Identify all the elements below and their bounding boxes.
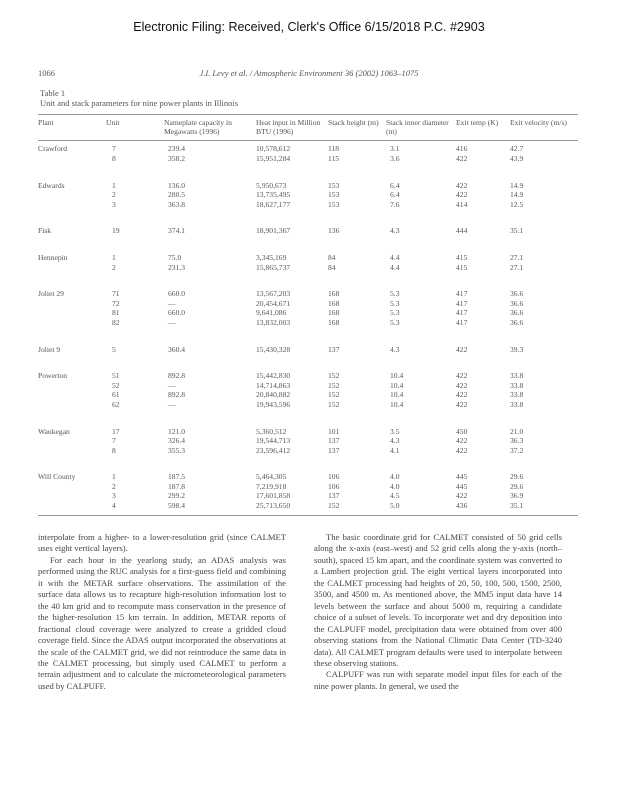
group-spacer: [38, 328, 578, 345]
stack-diameter-cell: 3.1: [390, 144, 400, 154]
capacity-cell: 187.8: [168, 481, 186, 491]
group-spacer: [38, 236, 578, 253]
exit-temp-cell: 414: [456, 199, 468, 209]
stack-diameter-cell: 10.4: [390, 371, 404, 381]
capacity-cell: 892.8: [168, 390, 186, 400]
exit-velocity-cell: 33.8: [510, 390, 524, 400]
paragraph: interpolate from a higher- to a lower-resolution grid (since CALMET uses eight vertical layers).: [38, 532, 286, 554]
stack-height-cell: 168: [328, 317, 340, 327]
capacity-cell: 187.5: [168, 472, 186, 482]
stack-diameter-cell: 7.6: [390, 199, 400, 209]
plant-name-cell: [38, 381, 106, 391]
plant-name-cell: Fisk: [38, 226, 52, 236]
exit-velocity-cell: 14.9: [510, 180, 524, 190]
table-row: [38, 226, 578, 236]
capacity-cell: —: [168, 399, 176, 409]
plant-name-cell: [38, 308, 106, 318]
plant-name-cell: Joliet 9: [38, 344, 61, 354]
table-row: [38, 446, 578, 456]
stack-height-cell: 115: [328, 154, 340, 163]
stack-diameter-cell: 10.4: [390, 399, 404, 409]
exit-velocity-cell: 36.6: [510, 289, 524, 299]
group-spacer: [38, 354, 578, 371]
capacity-cell: 326.4: [168, 436, 186, 446]
spacer-cell: [38, 236, 578, 253]
stack-diameter-cell: 5.3: [390, 308, 400, 318]
capacity-cell: 374.1: [168, 226, 186, 236]
exit-temp-cell: 422: [456, 380, 468, 390]
plant-name-cell: Hennepin: [38, 252, 68, 262]
table-header-row: [38, 115, 578, 141]
plant-name-cell: [38, 263, 106, 273]
plant-name-cell: [38, 400, 106, 410]
plant-name-cell: [38, 318, 106, 328]
unit-cell: 1: [112, 180, 116, 190]
exit-temp-cell: 422: [456, 371, 468, 381]
stack-diameter-cell: 4.3: [390, 436, 400, 446]
capacity-cell: 280.5: [168, 190, 186, 200]
paragraph: The basic coordinate grid for CALMET consisted of 50 grid cells along the x-axis (east–west) and 52 grid cells along the y-axis (north–south), spaced 15 km apart, and the coordinate system was converted to a Lambert projection grid. The eight vertical layers incorporated into the CALMET processing had heights of 20, 50, 100, 500, 1500, 2500, 3500, and 4500 m. As mentioned above, the MM5 input data have 14 levels between the surface and about 5000 m, requiring a candidate choice of a subset of levels. To incorporate wet and dry deposition into the CALPUFF model, precipitation data were obtained from over 400 observing stations from the National Climatic Data Center (TD-3240 data). All CALMET program defaults were used to interpolate between these observing stations.: [314, 532, 562, 668]
table-row: [38, 371, 578, 381]
table-row: [38, 299, 578, 309]
heat-input-cell: 10,578,612: [256, 144, 291, 154]
exit-temp-cell: 422: [456, 445, 468, 455]
unit-cell: 61: [112, 390, 120, 400]
exit-temp-cell: 415: [456, 262, 468, 272]
capacity-cell: 299.2: [168, 491, 186, 501]
table-row: [38, 400, 578, 410]
heat-input-cell: 17,601,858: [256, 491, 291, 501]
unit-cell: 82: [112, 317, 120, 327]
capacity-cell: —: [168, 298, 176, 308]
spacer-cell: [38, 272, 578, 289]
col-header-exit-velocity: Exit velocity (m/s): [510, 118, 567, 127]
group-spacer: [38, 209, 578, 226]
stack-diameter-cell: 4.0: [390, 481, 400, 491]
exit-temp-cell: 436: [456, 501, 468, 511]
unit-cell: 8: [112, 445, 116, 455]
plant-name-cell: Joliet 29: [38, 289, 64, 299]
capacity-cell: 75.0: [168, 252, 182, 262]
group-spacer: [38, 455, 578, 472]
exit-velocity-cell: 21.0: [510, 426, 524, 436]
exit-velocity-cell: 29.6: [510, 472, 524, 482]
stack-height-cell: 137: [328, 436, 340, 446]
heat-input-cell: 25,713,650: [256, 501, 291, 511]
stack-diameter-cell: 4.3: [390, 344, 400, 354]
stack-height-cell: 101: [328, 426, 340, 436]
table-row: [38, 491, 578, 501]
stack-diameter-cell: 5.3: [390, 317, 400, 327]
heat-input-cell: 9,641,086: [256, 308, 287, 318]
body-column-left: [38, 532, 286, 692]
exit-velocity-cell: 36.3: [510, 436, 524, 446]
heat-input-cell: 5,360,512: [256, 426, 287, 436]
unit-cell: 1: [112, 472, 116, 482]
stack-diameter-cell: 4.4: [390, 252, 400, 262]
table-row: [38, 501, 578, 515]
plant-name-cell: [38, 501, 106, 515]
capacity-cell: 360.4: [168, 344, 186, 354]
exit-temp-cell: 422: [456, 491, 468, 501]
stack-height-cell: 137: [328, 491, 340, 501]
stack-diameter-cell: 5.3: [390, 289, 400, 299]
stack-diameter-cell: 6.4: [390, 180, 400, 190]
plant-name-cell: Will County: [38, 472, 76, 482]
exit-velocity-cell: 33.8: [510, 399, 524, 409]
exit-velocity-cell: 29.6: [510, 481, 524, 491]
table-row: [38, 318, 578, 328]
heat-input-cell: 5,950,673: [256, 180, 287, 190]
table-row: [38, 390, 578, 400]
stack-diameter-cell: 6.4: [390, 190, 400, 200]
stack-height-cell: 84: [328, 252, 336, 262]
stack-diameter-cell: 4.0: [390, 472, 400, 482]
stack-height-cell: 152: [328, 380, 340, 390]
heat-input-cell: 15,951,284: [256, 154, 291, 163]
capacity-cell: 598.4: [168, 501, 186, 511]
col-header-stack-height: Stack height (m): [328, 118, 379, 127]
plant-name-cell: [38, 446, 106, 456]
spacer-cell: [38, 328, 578, 345]
capacity-cell: 355.3: [168, 445, 186, 455]
table-row: [38, 154, 578, 164]
spacer-cell: [38, 354, 578, 371]
stack-height-cell: 168: [328, 308, 340, 318]
unit-cell: 8: [112, 154, 116, 163]
unit-cell: 17: [112, 426, 120, 436]
journal-citation: J.I. Levy et al. / Atmospheric Environment 36 (2002) 1063–1075: [199, 68, 419, 78]
stack-height-cell: 152: [328, 399, 340, 409]
exit-velocity-cell: 36.6: [510, 298, 524, 308]
stack-height-cell: 137: [328, 445, 340, 455]
unit-cell: 1: [112, 252, 116, 262]
table-title: Unit and stack parameters for nine power plants in Illinois: [40, 97, 239, 108]
table-row: [38, 181, 578, 191]
table-row: [38, 141, 578, 154]
table-row: [38, 472, 578, 482]
stack-height-cell: 106: [328, 481, 340, 491]
exit-temp-cell: 417: [456, 317, 468, 327]
capacity-cell: —: [168, 380, 176, 390]
table-row: [38, 289, 578, 299]
stack-height-cell: 137: [328, 344, 340, 354]
stack-height-cell: 152: [328, 390, 340, 400]
capacity-cell: 363.8: [168, 199, 186, 209]
exit-velocity-cell: 14.9: [510, 190, 524, 200]
stack-diameter-cell: 4.4: [390, 262, 400, 272]
unit-cell: 7: [112, 436, 116, 446]
stack-height-cell: 152: [328, 371, 340, 381]
heat-input-cell: 18,901,367: [256, 226, 291, 236]
exit-velocity-cell: 43.9: [510, 154, 524, 163]
table-row: [38, 263, 578, 273]
unit-cell: 2: [112, 262, 116, 272]
capacity-cell: 660.0: [168, 289, 186, 299]
plant-name-cell: [38, 436, 106, 446]
spacer-cell: [38, 455, 578, 472]
table-row: [38, 253, 578, 263]
plant-name-cell: [38, 200, 106, 210]
exit-velocity-cell: 35.1: [510, 226, 524, 236]
exit-velocity-cell: 35.1: [510, 501, 524, 511]
exit-velocity-cell: 42.7: [510, 144, 524, 154]
table-row: [38, 345, 578, 355]
group-spacer: [38, 164, 578, 181]
table-row: [38, 381, 578, 391]
plant-name-cell: Powerton: [38, 371, 68, 381]
unit-cell: 4: [112, 501, 116, 511]
unit-cell: 51: [112, 371, 120, 381]
table-row: [38, 190, 578, 200]
table-body: [38, 141, 578, 515]
heat-input-cell: 23,596,412: [256, 445, 291, 455]
heat-input-cell: 20,454,671: [256, 298, 291, 308]
exit-temp-cell: 417: [456, 289, 468, 299]
heat-input-cell: 15,430,328: [256, 344, 291, 354]
stack-height-cell: 84: [328, 262, 336, 272]
unit-cell: 81: [112, 308, 120, 318]
plant-name-cell: Waukegan: [38, 426, 70, 436]
stack-diameter-cell: 3.5: [390, 426, 400, 436]
unit-cell: 3: [112, 199, 116, 209]
table-label: Table 1: [40, 88, 66, 98]
stack-height-cell: 136: [328, 226, 340, 236]
exit-velocity-cell: 27.1: [510, 252, 524, 262]
table-row: [38, 427, 578, 437]
capacity-cell: 660.0: [168, 308, 186, 318]
paragraph: For each hour in the yearlong study, an ADAS analysis was performed using the RUC analysis for a first-guess field and combining it with the METAR surface observations. The assimilation of the surface data allows us to recapture high-resolution information lost to the 40 km grid and to recompute mass conservation in the presence of the higher-resolution 15 km terrain. In addition, METAR reports of fractional cloud coverage were analyzed to create a gridded cloud coverage field. Since the ADAS output incorporated the observations at the scale of the CALMET grid, we did not reintroduce the same data in the CALMET processing, but simply used CALMET to perform a terrain adjustment and to calculate the micrometeorological parameters used by CALPUFF.: [38, 554, 286, 691]
exit-temp-cell: 422: [456, 344, 468, 354]
table-row: [38, 308, 578, 318]
unit-cell: 2: [112, 190, 116, 200]
plant-name-cell: Crawford: [38, 144, 68, 154]
exit-velocity-cell: 33.8: [510, 380, 524, 390]
heat-input-cell: 15,442,830: [256, 371, 291, 381]
stack-diameter-cell: 4.3: [390, 226, 400, 236]
col-header-plant: Plant: [38, 118, 54, 127]
exit-temp-cell: 422: [456, 190, 468, 200]
unit-cell: 52: [112, 380, 120, 390]
unit-cell: 62: [112, 399, 120, 409]
stack-height-cell: 168: [328, 289, 340, 299]
stack-diameter-cell: 3.6: [390, 154, 400, 163]
exit-temp-cell: 417: [456, 308, 468, 318]
efiling-stamp: Electronic Filing: Received, Clerk's Office 6/15/2018 P.C. #2903: [133, 20, 485, 34]
exit-velocity-cell: 33.8: [510, 371, 524, 381]
capacity-cell: 358.2: [168, 154, 186, 163]
plant-name-cell: [38, 491, 106, 501]
heat-input-cell: 15,865,737: [256, 262, 291, 272]
exit-temp-cell: 445: [456, 472, 468, 482]
paragraph: CALPUFF was run with separate model input files for each of the nine power plants. In general, we used the: [314, 669, 562, 691]
page-number: 1066: [38, 68, 55, 78]
stack-height-cell: 152: [328, 501, 340, 511]
exit-velocity-cell: 36.6: [510, 308, 524, 318]
table-row: [38, 436, 578, 446]
stack-diameter-cell: 5.3: [390, 298, 400, 308]
spacer-cell: [38, 209, 578, 226]
exit-temp-cell: 417: [456, 298, 468, 308]
unit-cell: 2: [112, 481, 116, 491]
exit-temp-cell: 422: [456, 436, 468, 446]
stack-diameter-cell: 4.1: [390, 445, 400, 455]
stack-height-cell: 106: [328, 472, 340, 482]
spacer-cell: [38, 164, 578, 181]
stack-height-cell: 153: [328, 180, 340, 190]
table-row: [38, 200, 578, 210]
col-header-stack-diameter: Stack inner diameter (m): [386, 118, 449, 137]
heat-input-cell: 20,840,882: [256, 390, 291, 400]
heat-input-cell: 19,544,713: [256, 436, 291, 446]
heat-input-cell: 18,627,177: [256, 199, 291, 209]
exit-temp-cell: 444: [456, 226, 468, 236]
unit-cell: 7: [112, 144, 116, 154]
stack-diameter-cell: 5.0: [390, 501, 400, 511]
heat-input-cell: 19,943,596: [256, 399, 291, 409]
table-caption: [40, 89, 238, 108]
exit-velocity-cell: 39.3: [510, 344, 524, 354]
heat-input-cell: 13,567,203: [256, 289, 291, 299]
exit-temp-cell: 422: [456, 399, 468, 409]
body-column-right: [314, 532, 562, 692]
capacity-cell: 136.0: [168, 180, 186, 190]
exit-velocity-cell: 12.5: [510, 199, 524, 209]
stack-height-cell: 153: [328, 199, 340, 209]
exit-temp-cell: 422: [456, 390, 468, 400]
capacity-cell: 121.0: [168, 426, 186, 436]
exit-velocity-cell: 36.6: [510, 317, 524, 327]
exit-velocity-cell: 27.1: [510, 262, 524, 272]
capacity-cell: —: [168, 317, 176, 327]
plant-name-cell: [38, 390, 106, 400]
stack-diameter-cell: 10.4: [390, 390, 404, 400]
heat-input-cell: 7,219,918: [256, 481, 287, 491]
capacity-cell: 231.3: [168, 262, 186, 272]
unit-cell: 5: [112, 344, 116, 354]
group-spacer: [38, 410, 578, 427]
table-row: [38, 482, 578, 492]
exit-temp-cell: 415: [456, 252, 468, 262]
plant-name-cell: [38, 154, 106, 164]
plant-name-cell: [38, 190, 106, 200]
unit-cell: 71: [112, 289, 120, 299]
plant-name-cell: [38, 482, 106, 492]
exit-temp-cell: 422: [456, 154, 468, 163]
col-header-exit-temp: Exit temp (K): [456, 118, 499, 127]
plant-name-cell: Edwards: [38, 180, 65, 190]
exit-temp-cell: 422: [456, 180, 468, 190]
stack-height-cell: 168: [328, 298, 340, 308]
heat-input-cell: 13,735,495: [256, 190, 291, 200]
exit-temp-cell: 416: [456, 144, 468, 154]
heat-input-cell: 5,464,305: [256, 472, 287, 482]
stack-diameter-cell: 4.5: [390, 491, 400, 501]
spacer-cell: [38, 410, 578, 427]
exit-velocity-cell: 36.9: [510, 491, 524, 501]
stack-height-cell: 153: [328, 190, 340, 200]
stack-diameter-cell: 10.4: [390, 380, 404, 390]
exit-temp-cell: 445: [456, 481, 468, 491]
col-header-capacity: Nameplate capacity in Megawatts (1996): [164, 118, 232, 137]
exit-temp-cell: 450: [456, 426, 468, 436]
plant-name-cell: [38, 299, 106, 309]
col-header-heat-input: Heat input in Million BTU (1996): [256, 118, 321, 137]
capacity-cell: 892.8: [168, 371, 186, 381]
heat-input-cell: 14,714,863: [256, 380, 291, 390]
group-spacer: [38, 272, 578, 289]
unit-cell: 3: [112, 491, 116, 501]
unit-cell: 72: [112, 298, 120, 308]
stack-height-cell: 118: [328, 144, 340, 154]
capacity-cell: 239.4: [168, 144, 186, 154]
plant-parameters-table: [38, 114, 578, 516]
unit-cell: 19: [112, 226, 120, 236]
heat-input-cell: 3,345,169: [256, 252, 287, 262]
exit-velocity-cell: 37.2: [510, 445, 524, 455]
col-header-unit: Unit: [106, 118, 120, 127]
heat-input-cell: 13,832,003: [256, 317, 291, 327]
